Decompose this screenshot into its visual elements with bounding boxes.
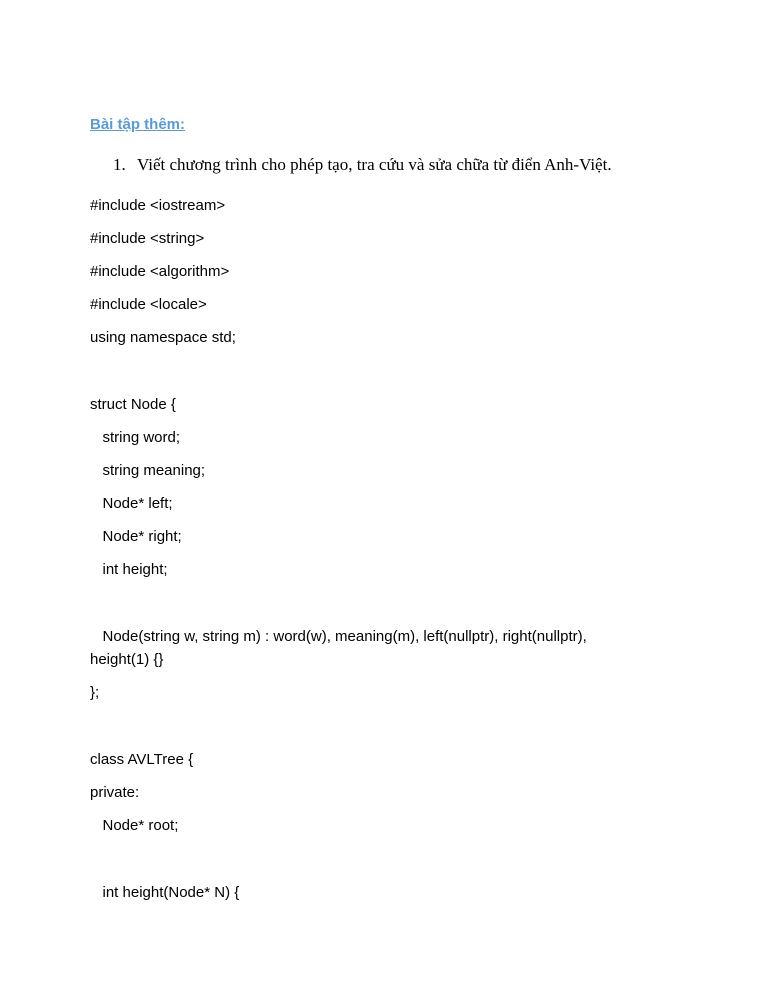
task-item: [113, 153, 612, 177]
code-line: using namespace std;: [90, 329, 236, 346]
code-line: #include <string>: [90, 230, 205, 247]
code-line: int height(Node* N) {: [90, 884, 240, 901]
code-line: height(1) {}: [90, 651, 164, 668]
code-line: Node* right;: [90, 528, 182, 545]
code-line: Node(string w, string m) : word(w), meaning(m), left(nullptr), right(nullptr),: [90, 628, 587, 645]
code-line: string word;: [90, 429, 181, 446]
code-line: class AVLTree {: [90, 751, 194, 768]
code-line: private:: [90, 784, 140, 801]
code-line: Node* root;: [90, 817, 179, 834]
code-line: #include <algorithm>: [90, 263, 230, 280]
task-text: Viết chương trình cho phép tạo, tra cứu và sửa chữa từ điển Anh-Việt.: [137, 155, 612, 174]
section-heading: Bài tập thêm:: [90, 116, 186, 133]
code-line: #include <locale>: [90, 296, 207, 313]
code-line: struct Node {: [90, 396, 176, 413]
code-line: string meaning;: [90, 462, 206, 479]
code-line: int height;: [90, 561, 168, 578]
code-line: };: [90, 684, 100, 701]
code-line: #include <iostream>: [90, 197, 226, 214]
task-number: 1.: [113, 155, 126, 174]
code-line: Node* left;: [90, 495, 173, 512]
